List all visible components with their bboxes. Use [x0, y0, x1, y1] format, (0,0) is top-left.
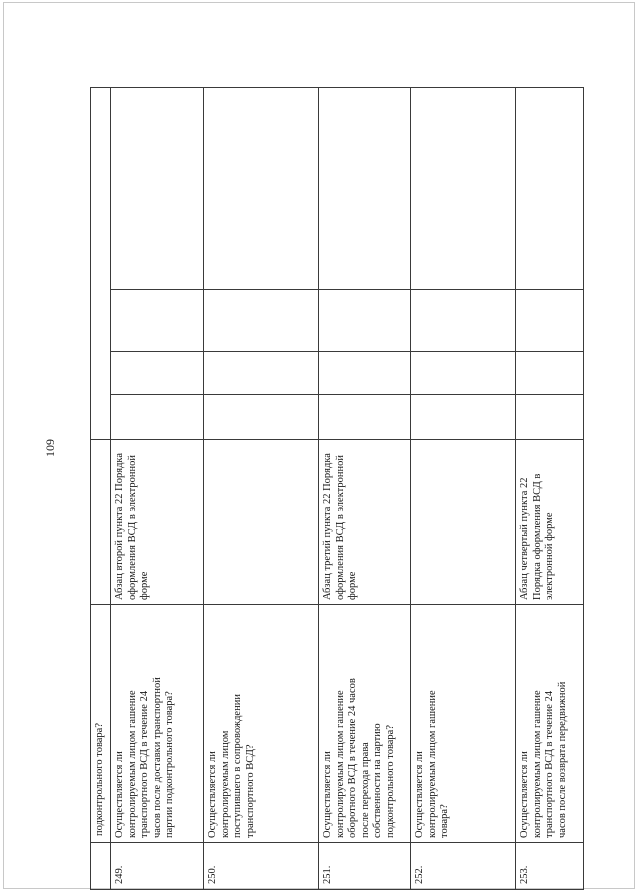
- row-number: 250.: [207, 865, 218, 884]
- question-line: оборотного ВСД в течение 24 часов: [347, 678, 358, 838]
- row-separator: [318, 87, 319, 890]
- reference-line: оформления ВСД в электронной: [334, 455, 346, 600]
- question-line: контролируемым лицом: [219, 730, 231, 838]
- continuation-text: подконтрольного товара?: [94, 723, 105, 836]
- row-separator: [110, 87, 111, 890]
- question-line: часов после доставки транспортной: [151, 677, 163, 838]
- requirements-table: [90, 87, 584, 890]
- question-line: Осуществляется ли: [207, 751, 218, 838]
- question-line: часов после возврата передвижной: [556, 681, 568, 838]
- question-line: после перехода права: [359, 742, 371, 838]
- reference-line: Абзац четвертый пункта 22: [519, 477, 530, 600]
- row-number: 252.: [414, 865, 425, 884]
- requirement-reference: [112, 440, 202, 604]
- column-separator: [110, 394, 584, 395]
- row-number: 251.: [322, 865, 333, 884]
- reference-line: электронной форме: [544, 512, 555, 600]
- column-separator: [110, 351, 584, 352]
- question-line: поступившего в сопровождении: [232, 694, 243, 838]
- table-border-right: [90, 87, 584, 88]
- reference-line: Абзац второй пункта 22 Порядка: [114, 452, 125, 600]
- question-line: Осуществляется ли: [322, 751, 333, 838]
- page-number: 109: [43, 439, 57, 457]
- question-line: Осуществляется ли: [114, 751, 125, 838]
- row-separator: [410, 87, 411, 890]
- requirement-question: [112, 605, 202, 842]
- requirement-question: [320, 605, 409, 842]
- requirement-reference: [320, 440, 409, 604]
- requirement-question: [205, 605, 317, 842]
- reference-line: Порядка оформления ВСД в: [531, 473, 543, 600]
- reference-line: оформления ВСД в электронной: [126, 455, 138, 600]
- column-separator: [110, 289, 584, 290]
- question-line: Осуществляется ли: [414, 751, 425, 838]
- row-number: 249.: [114, 865, 125, 884]
- question-line: подконтрольного товара?: [384, 725, 396, 838]
- question-line: транспортного ВСД в течение 24: [544, 690, 555, 838]
- question-line: транспортного ВСД в течение 24: [139, 690, 150, 838]
- question-line: Осуществляется ли: [519, 751, 530, 838]
- row-separator: [515, 87, 516, 890]
- row-number: 253.: [519, 865, 530, 884]
- question-line: контролируемым лицом гашение: [531, 690, 543, 838]
- requirement-reference: [517, 440, 583, 604]
- question-line: контролируемым лицом гашение: [426, 690, 438, 838]
- question-line: контролируемым лицом гашение: [334, 690, 346, 838]
- table-border-bottom: [583, 87, 584, 890]
- requirement-question: [517, 605, 583, 842]
- table-border-top: [90, 87, 91, 890]
- row-separator: [203, 87, 204, 890]
- question-line: собственности на партию: [372, 723, 383, 838]
- question-line: контролируемым лицом гашение: [126, 690, 138, 838]
- question-line: товара?: [439, 804, 450, 838]
- reference-line: форме: [347, 571, 358, 600]
- reference-line: Абзац третий пункта 22 Порядка: [322, 453, 333, 600]
- question-line: партии подконтрольного товара?: [164, 691, 175, 838]
- requirement-question: [412, 605, 514, 842]
- reference-line: форме: [139, 571, 150, 600]
- question-line: транспортного ВСД?: [244, 744, 256, 838]
